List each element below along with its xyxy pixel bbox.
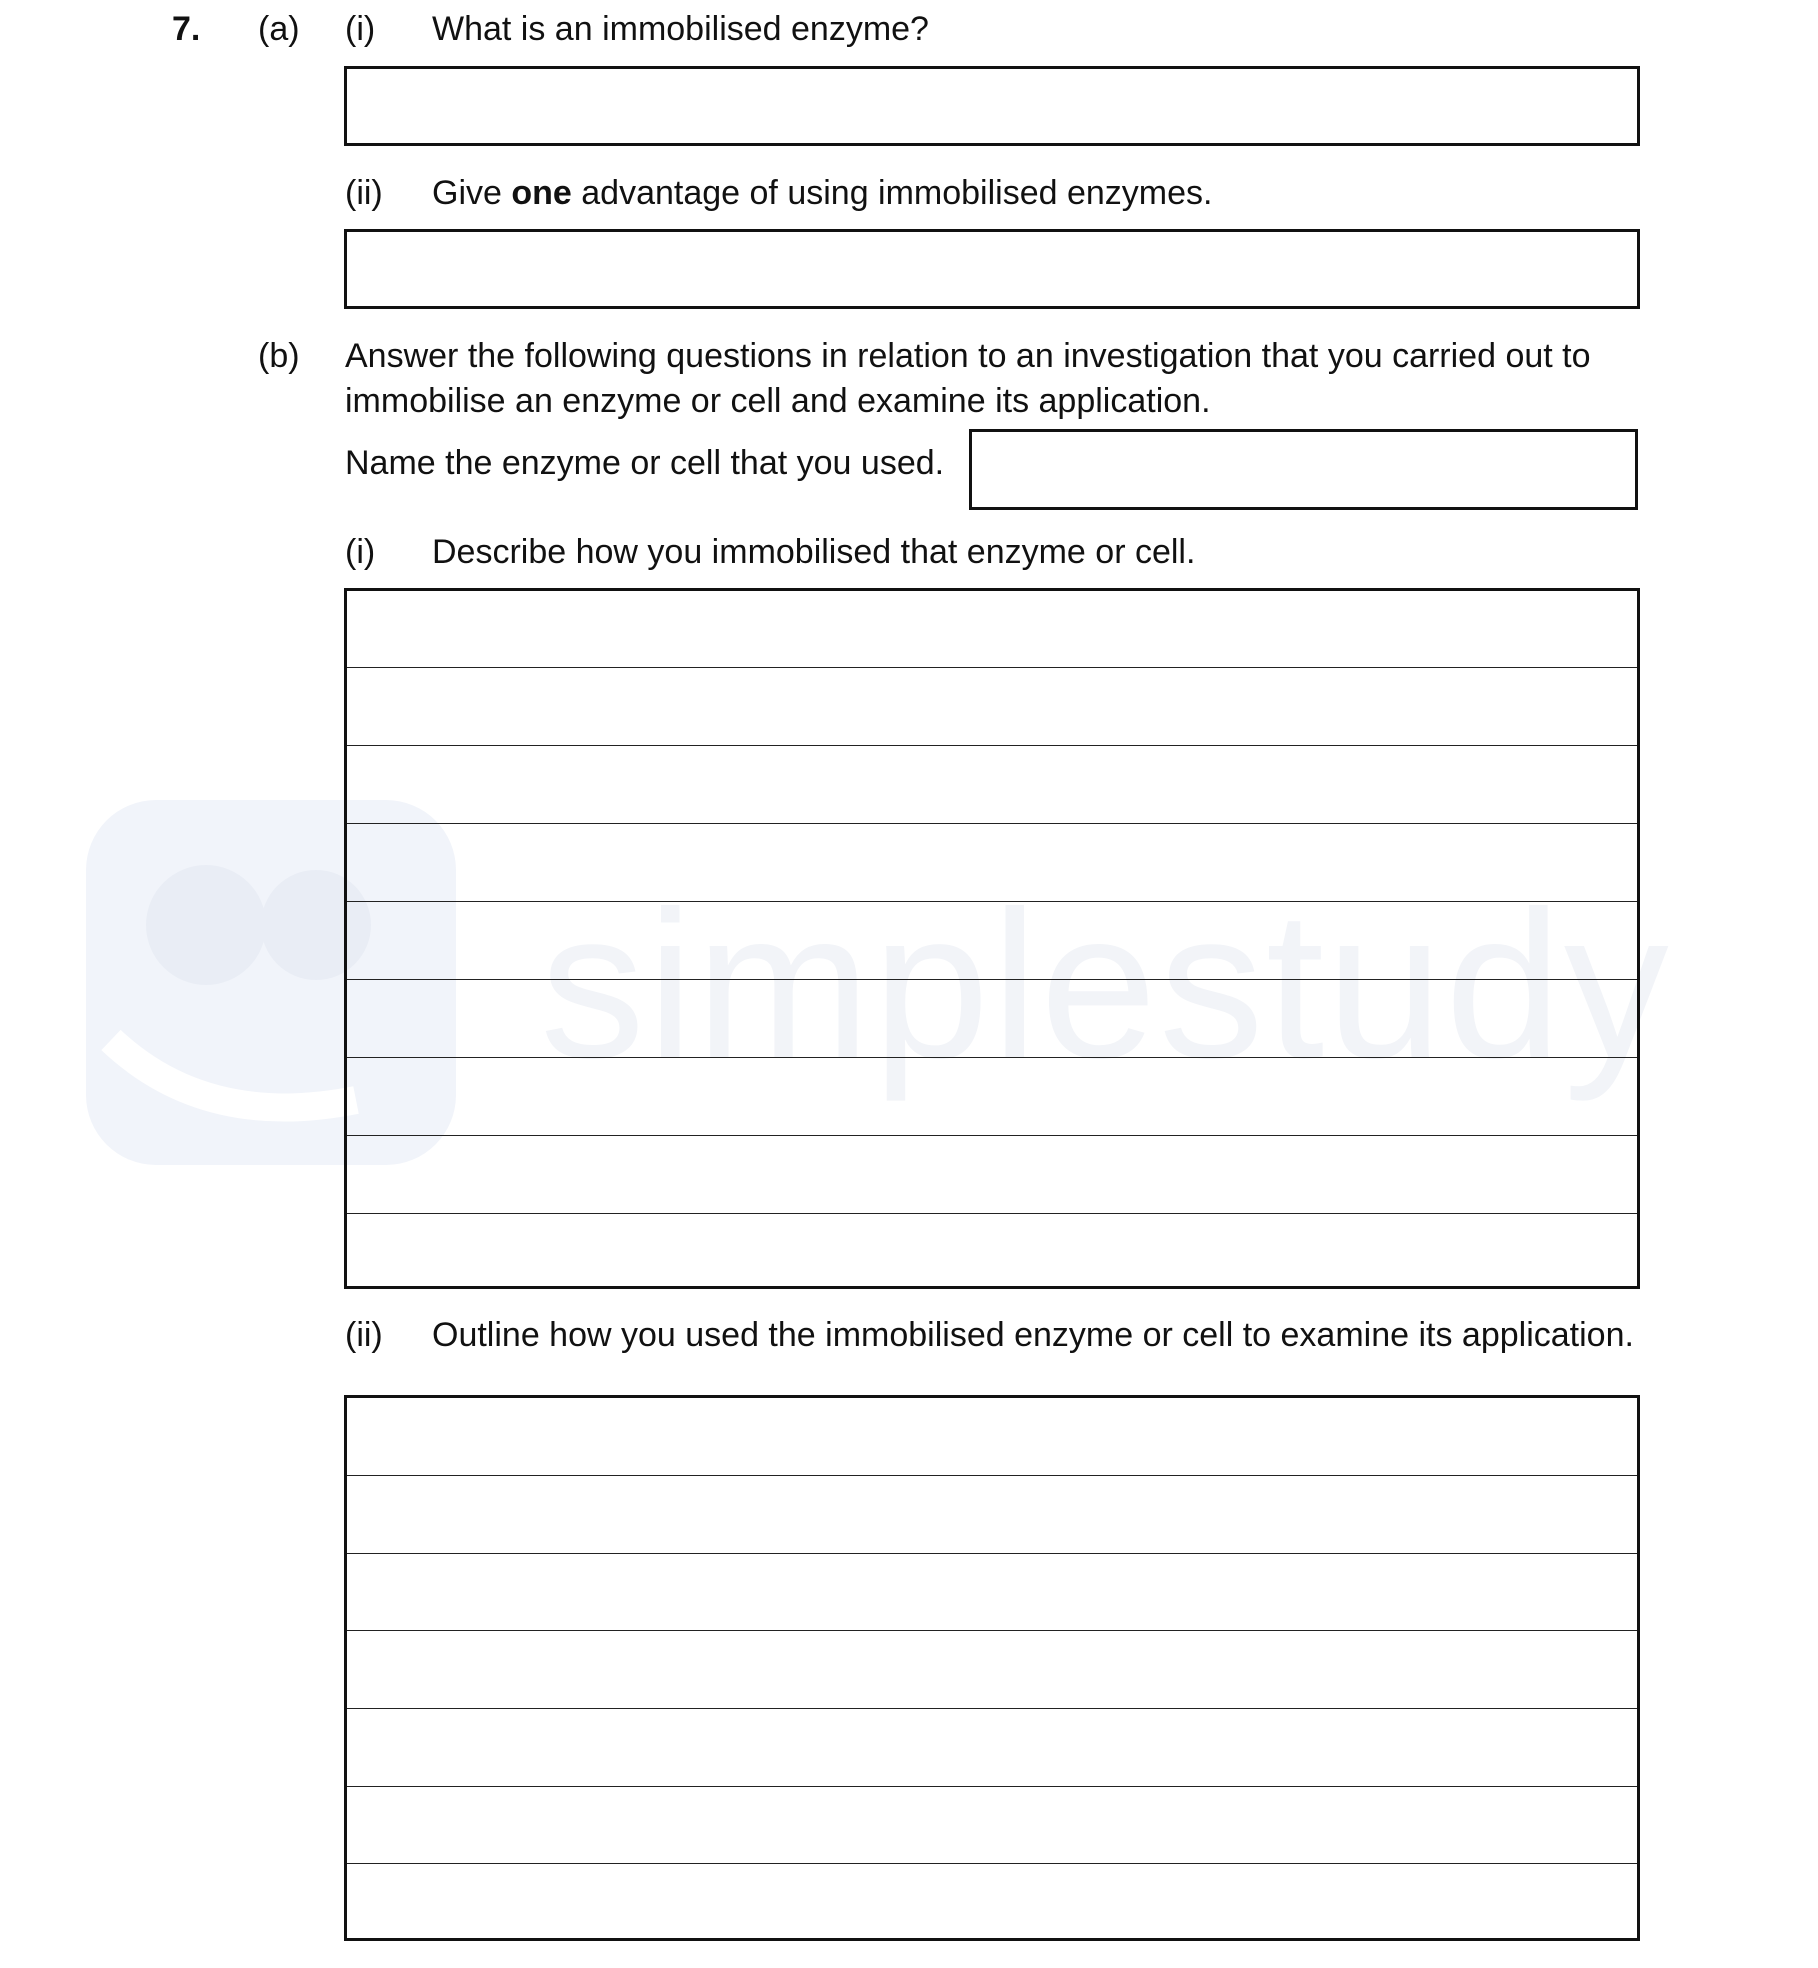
part-b-intro-line1: Answer the following questions in relation to an investigation that you carried out to bbox=[345, 337, 1591, 375]
answer-line bbox=[347, 1475, 1637, 1476]
answer-line bbox=[347, 1553, 1637, 1554]
part-b-ii-text: Outline how you used the immobilised enzyme or cell to examine its application. bbox=[432, 1316, 1634, 1354]
part-a-ii-label: (ii) bbox=[345, 174, 383, 212]
part-a-ii-text bbox=[432, 176, 1212, 210]
answer-lines-b-ii[interactable] bbox=[344, 1395, 1640, 1941]
answer-line bbox=[347, 901, 1637, 902]
answer-line bbox=[347, 1863, 1637, 1864]
part-a-i-text: What is an immobilised enzyme? bbox=[432, 10, 929, 48]
answer-line bbox=[347, 1213, 1637, 1214]
part-b-i-label: (i) bbox=[345, 533, 376, 571]
part-a-label: (a) bbox=[258, 10, 300, 48]
answer-line bbox=[347, 1630, 1637, 1631]
answer-line bbox=[347, 823, 1637, 824]
answer-line bbox=[347, 667, 1637, 668]
watermark-text: simplestudy bbox=[540, 867, 1671, 1102]
answer-line bbox=[347, 979, 1637, 980]
answer-line bbox=[347, 1057, 1637, 1058]
part-a-ii-text-bold: one bbox=[511, 174, 572, 212]
part-b-i-text: Describe how you immobilised that enzyme or cell. bbox=[432, 533, 1196, 571]
answer-box-a-ii[interactable] bbox=[344, 229, 1640, 309]
name-prompt: Name the enzyme or cell that you used. bbox=[345, 444, 945, 482]
part-b-ii-label: (ii) bbox=[345, 1316, 383, 1354]
answer-box-a-i[interactable] bbox=[344, 66, 1640, 146]
part-b-intro-line2: immobilise an enzyme or cell and examine its application. bbox=[345, 382, 1211, 420]
name-answer-box[interactable] bbox=[969, 429, 1638, 510]
answer-lines-b-i[interactable] bbox=[344, 588, 1640, 1289]
answer-line bbox=[347, 1708, 1637, 1709]
part-a-ii-text-after: advantage of using immobilised enzymes. bbox=[571, 174, 1213, 212]
answer-line bbox=[347, 1786, 1637, 1787]
answer-line bbox=[347, 745, 1637, 746]
question-number: 7. bbox=[172, 10, 201, 48]
part-a-ii-text-before: Give bbox=[432, 174, 512, 212]
answer-line bbox=[347, 1135, 1637, 1136]
part-b-label: (b) bbox=[258, 337, 300, 375]
part-a-i-label: (i) bbox=[345, 10, 376, 48]
